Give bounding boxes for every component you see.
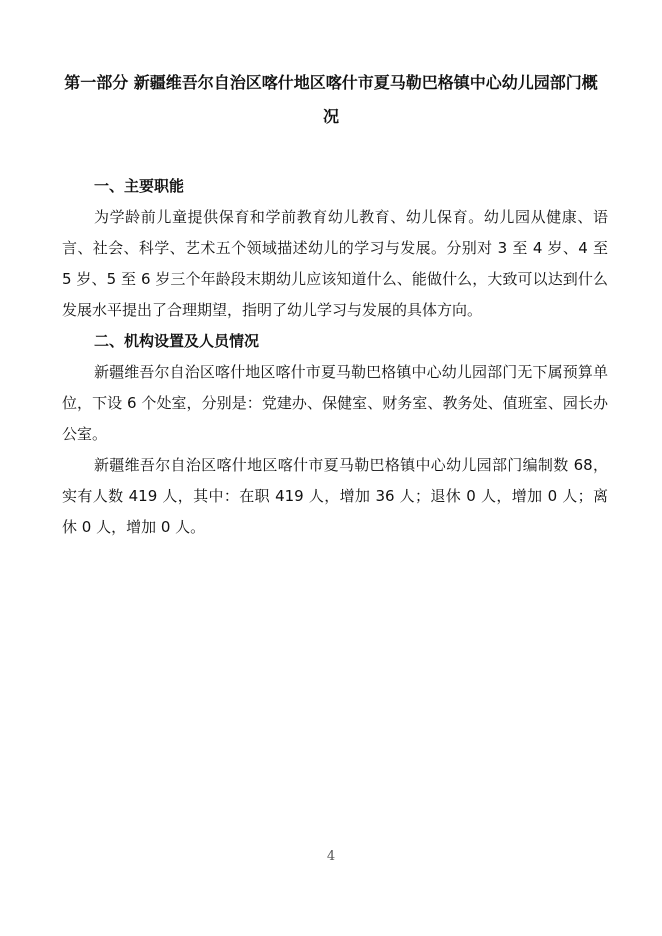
paragraph-staffing: 新疆维吾尔自治区喀什地区喀什市夏马勒巴格镇中心幼儿园部门编制数 68，实有人数 419 人，其中：在职 419 人，增加 36 人；退休 0 人，增加 0 人；离休 0 人，增加 0 人。: [62, 456, 608, 536]
page-number: 4: [326, 849, 336, 864]
paragraph-main-functions: 为学龄前儿童提供保育和学前教育幼儿教育、幼儿保育。幼儿园从健康、语言、社会、科学、艺术五个领域描述幼儿的学习与发展。分别对 3 至 4 岁、4 至 5 岁、5 至 6 岁三个年龄段末期幼儿应该知道什么、能做什么，大致可以达到什么发展水平提出了合理期望，指明了幼儿学习与发展的具体方向。: [62, 208, 608, 319]
paragraph-organization-structure: 新疆维吾尔自治区喀什地区喀什市夏马勒巴格镇中心幼儿园部门无下属预算单位，下设 6 个处室，分别是：党建办、保健室、财务室、教务处、值班室、园长办公室。: [62, 363, 608, 443]
section-heading-organization: 二、机构设置及人员情况: [94, 332, 260, 350]
section-heading-main-functions: 一、主要职能: [94, 177, 185, 195]
page-title: 第一部分 新疆维吾尔自治区喀什地区喀什市夏马勒巴格镇中心幼儿园部门概况: [64, 73, 598, 126]
